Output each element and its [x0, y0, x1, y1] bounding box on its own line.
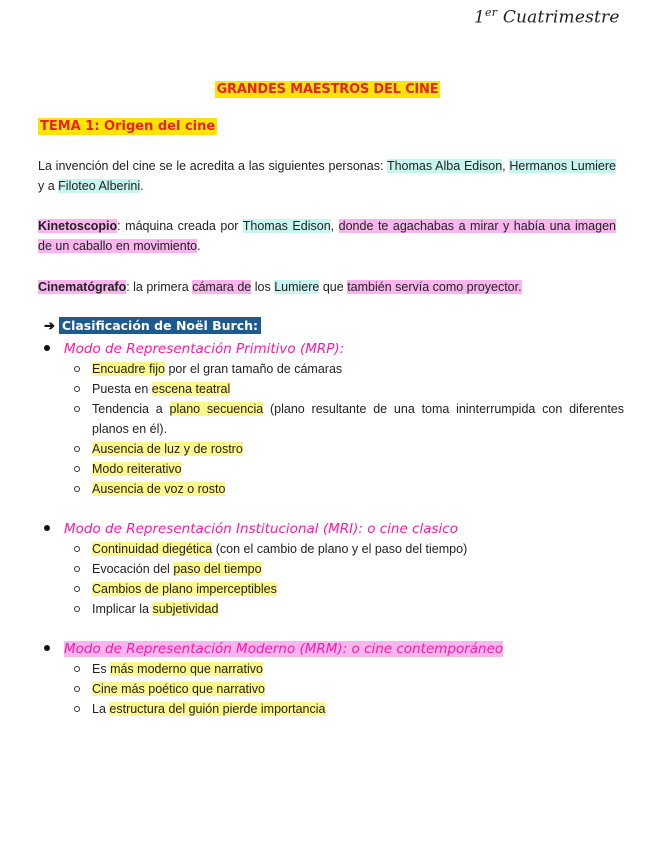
- section-title: [44, 639, 624, 659]
- text-fragment: ,: [330, 219, 339, 233]
- document-title: GRANDES MAESTROS DEL CINE: [216, 82, 439, 97]
- section-title: [44, 519, 624, 539]
- list-item: [44, 559, 624, 579]
- bullet-icon: [44, 345, 50, 351]
- highlight: subjetividad: [152, 602, 219, 616]
- text-fragment: .: [140, 179, 144, 193]
- classification-heading: [44, 318, 261, 334]
- highlight-camara: cámara de: [192, 280, 252, 294]
- list-item: [44, 399, 624, 439]
- text-fragment: : máquina creada por: [117, 219, 243, 233]
- text-fragment: por el gran tamaño de cámaras: [164, 362, 343, 376]
- section-title-text: Modo de Representación Institucional (MRI): o cine clasico: [64, 521, 458, 537]
- paragraph-invention: [38, 156, 616, 196]
- note-suffix: er: [485, 6, 498, 19]
- list-item: [44, 479, 624, 499]
- list-item: [44, 579, 624, 599]
- highlight: plano secuencia: [169, 402, 264, 416]
- handwritten-semester-note: [474, 6, 620, 28]
- highlight: Continuidad diegética: [92, 542, 213, 556]
- highlight: Modo reiterativo: [92, 462, 182, 476]
- highlight-proyector: también servía como proyector.: [347, 280, 522, 294]
- text-fragment: La invención del cine se le acredita a las siguientes personas:: [38, 159, 387, 173]
- text-fragment: y a: [38, 179, 59, 193]
- section-title-text: Modo de Representación Moderno (MRM): o cine contemporáneo: [64, 641, 504, 657]
- bullet-icon: [44, 645, 50, 651]
- paragraph-kinetoscopio: [38, 216, 616, 256]
- section-title: [44, 339, 624, 359]
- sublist: [44, 359, 624, 499]
- highlight: estructura del guión pierde importancia: [109, 702, 326, 716]
- text-fragment: Implicar la: [92, 602, 153, 616]
- text-fragment: (con el cambio de plano y el paso del tiempo): [212, 542, 468, 556]
- text-fragment: : la primera: [126, 280, 193, 294]
- arrow-icon: ➔: [44, 318, 55, 333]
- section-mrp: [44, 339, 624, 499]
- paragraph-cinematografo: [38, 277, 616, 297]
- list-item: [44, 659, 624, 679]
- highlight: paso del tiempo: [173, 562, 262, 576]
- topic-heading: TEMA 1: Origen del cine: [40, 119, 216, 134]
- sublist: [44, 539, 624, 619]
- list-item: [44, 359, 624, 379]
- list-item: [44, 459, 624, 479]
- text-fragment: ,: [502, 159, 510, 173]
- highlight: Ausencia de voz o rosto: [92, 482, 226, 496]
- term-kinetoscopio: Kinetoscopio: [38, 219, 118, 233]
- classification-label: Clasificación de Noël Burch:: [59, 317, 261, 334]
- highlight: escena teatral: [151, 382, 231, 396]
- highlight-alberini: Filoteo Alberini: [58, 179, 141, 193]
- highlight: Cine más poético que narrativo: [92, 682, 266, 696]
- section-mrm: [44, 639, 624, 719]
- text-fragment: los: [251, 280, 275, 294]
- title-wrapper: [0, 80, 655, 98]
- bullet-icon: [44, 525, 50, 531]
- highlight-lumiere: Hermanos Lumiere: [509, 159, 616, 173]
- text-fragment: (plano resultante de una toma ininterrumpida con diferentes planos en él).: [92, 402, 624, 436]
- highlight-edison: Thomas Edison: [242, 219, 331, 233]
- list-item: [44, 679, 624, 699]
- highlight: Ausencia de luz y de rostro: [92, 442, 243, 456]
- highlight: Cambios de plano imperceptibles: [92, 582, 277, 596]
- list-item: [44, 599, 624, 619]
- highlight-edison: Thomas Alba Edison: [386, 159, 503, 173]
- text-fragment: Tendencia a: [92, 402, 170, 416]
- note-number: 1: [474, 7, 486, 28]
- text-fragment: que: [319, 280, 348, 294]
- sublist: [44, 659, 624, 719]
- text-fragment: Puesta en: [92, 382, 152, 396]
- highlight-description: donde te agachabas a mirar y había una imagen de un caballo en movimiento: [38, 219, 616, 253]
- highlight-lumiere: Lumiere: [274, 280, 320, 294]
- text-fragment: .: [197, 239, 201, 253]
- text-fragment: Evocación del: [92, 562, 174, 576]
- text-fragment: Es: [92, 662, 111, 676]
- section-mri: [44, 519, 624, 619]
- highlight: Encuadre fijo: [92, 362, 165, 376]
- list-item: [44, 379, 624, 399]
- text-fragment: La: [92, 702, 110, 716]
- list-item: [44, 439, 624, 459]
- note-text: Cuatrimestre: [502, 7, 620, 28]
- list-item: [44, 699, 624, 719]
- list-item: [44, 539, 624, 559]
- term-cinematografo: Cinematógrafo: [38, 280, 127, 294]
- section-title-text: Modo de Representación Primitivo (MRP):: [64, 341, 345, 357]
- highlight: más moderno que narrativo: [110, 662, 263, 676]
